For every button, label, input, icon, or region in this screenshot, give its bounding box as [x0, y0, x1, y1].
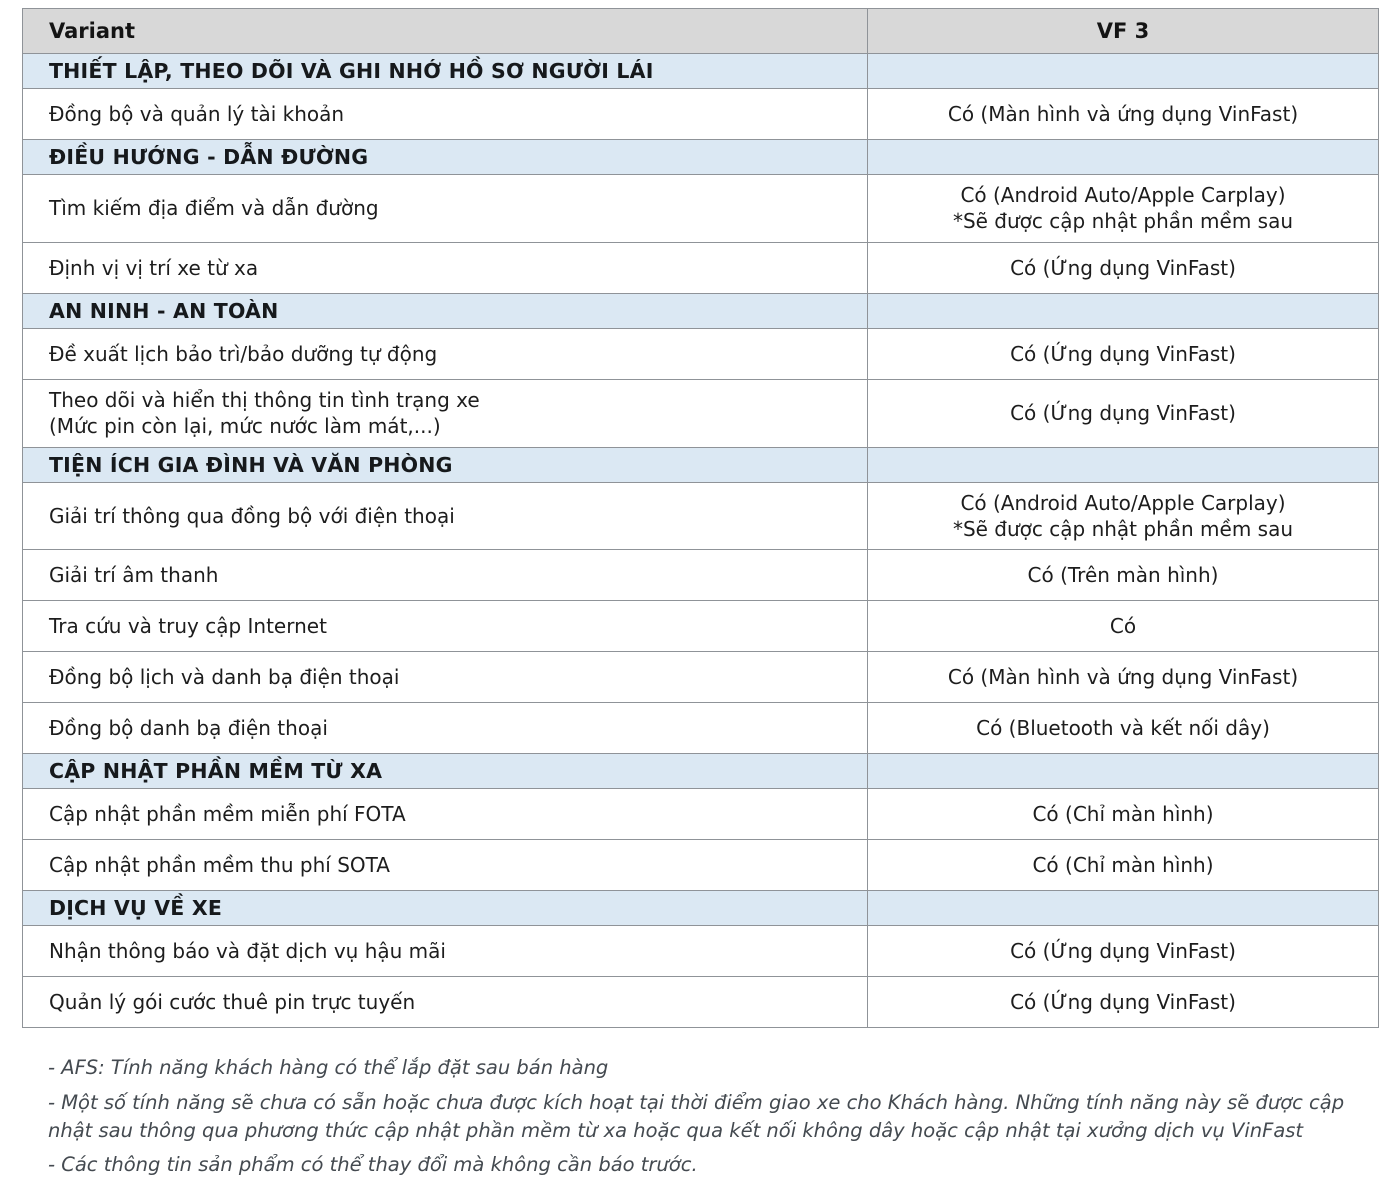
- feature-label-line: Đề xuất lịch bảo trì/bảo dưỡng tự động: [49, 341, 438, 366]
- feature-label-line: Cập nhật phần mềm miễn phí FOTA: [49, 802, 406, 827]
- feature-value: [868, 328, 1379, 379]
- feature-value: [868, 652, 1379, 703]
- feature-label: [23, 379, 868, 447]
- footnote-line: - AFS: Tính năng khách hàng có thể lắp đặt sau bán hàng: [48, 1056, 609, 1080]
- feature-value-line: Có (Trên màn hình): [1027, 563, 1219, 588]
- feature-label-line: Đồng bộ và quản lý tài khoản: [49, 101, 345, 126]
- feature-value: [868, 977, 1379, 1028]
- table-row: [23, 926, 1379, 977]
- table-header-row: [23, 9, 1379, 54]
- table-section-row: [23, 140, 1379, 175]
- feature-value: [868, 601, 1379, 652]
- section-value-empty: [868, 293, 1379, 328]
- table-row: [23, 652, 1379, 703]
- feature-value: [868, 379, 1379, 447]
- feature-value: [868, 550, 1379, 601]
- section-title: THIẾT LẬP, THEO DÕI VÀ GHI NHỚ HỒ SƠ NGƯỜI LÁI: [23, 54, 868, 89]
- section-value-empty: [868, 891, 1379, 926]
- feature-label-line: Tìm kiếm địa điểm và dẫn đường: [49, 196, 379, 221]
- column-header-model: VF 3: [868, 9, 1379, 54]
- table-header: [23, 9, 1379, 54]
- feature-value: [868, 242, 1379, 293]
- feature-value-line: Có (Ứng dụng VinFast): [1010, 400, 1236, 425]
- table-row: [23, 977, 1379, 1028]
- table-section-row: [23, 754, 1379, 789]
- feature-value: [868, 703, 1379, 754]
- table-row: [23, 482, 1379, 550]
- feature-label-line: Giải trí thông qua đồng bộ với điện thoại: [49, 503, 455, 528]
- section-value-empty: [868, 140, 1379, 175]
- table-body: [23, 54, 1379, 1028]
- table-row: [23, 379, 1379, 447]
- feature-value: [868, 926, 1379, 977]
- feature-value-line: *Sẽ được cập nhật phần mềm sau: [952, 516, 1294, 541]
- feature-label-line: Cập nhật phần mềm thu phí SOTA: [49, 853, 390, 878]
- feature-value-line: *Sẽ được cập nhật phần mềm sau: [952, 209, 1294, 234]
- feature-label: [23, 840, 868, 891]
- feature-value-line: Có (Chỉ màn hình): [1032, 853, 1214, 878]
- feature-value-line: Có (Ứng dụng VinFast): [1010, 990, 1236, 1015]
- feature-value: [868, 89, 1379, 140]
- footnote-line: - Một số tính năng sẽ chưa có sẵn hoặc chưa được kích hoạt tại thời điểm giao xe cho Khách hàng. Những tính năng này sẽ được cập nhật sau thông qua phương thức cập nhật phần mềm từ xa hoặc qua kết nối không dây hoặc cập nhật tại xưởng dịch vụ VinFast: [48, 1090, 1345, 1142]
- table-row: [23, 601, 1379, 652]
- feature-value-line: Có (Android Auto/Apple Carplay): [960, 183, 1286, 207]
- feature-value-line: Có (Android Auto/Apple Carplay): [960, 490, 1286, 515]
- table-row: [23, 175, 1379, 243]
- feature-label-line: Tra cứu và truy cập Internet: [49, 614, 327, 639]
- section-title: AN NINH - AN TOÀN: [23, 293, 868, 328]
- feature-value-line: Có (Màn hình và ứng dụng VinFast): [947, 665, 1299, 690]
- section-title: CẬP NHẬT PHẦN MỀM TỪ XA: [23, 754, 868, 789]
- feature-label: [23, 926, 868, 977]
- section-title: TIỆN ÍCH GIA ĐÌNH VÀ VĂN PHÒNG: [23, 447, 868, 482]
- table-row: [23, 328, 1379, 379]
- table-row: [23, 242, 1379, 293]
- column-header-variant: Variant: [23, 9, 868, 54]
- table-section-row: [23, 54, 1379, 89]
- feature-label: [23, 482, 868, 550]
- table-section-row: [23, 447, 1379, 482]
- footnotes: [22, 1054, 1378, 1179]
- feature-label-line: Đồng bộ lịch và danh bạ điện thoại: [49, 665, 400, 690]
- table-row: [23, 703, 1379, 754]
- feature-label: [23, 89, 868, 140]
- feature-label: [23, 175, 868, 243]
- table-row: [23, 89, 1379, 140]
- feature-value-line: Có: [1109, 614, 1137, 639]
- feature-label: [23, 328, 868, 379]
- feature-label-line: Nhận thông báo và đặt dịch vụ hậu mãi: [49, 939, 446, 964]
- feature-label-line: Giải trí âm thanh: [49, 563, 219, 588]
- feature-label: [23, 703, 868, 754]
- feature-value: [868, 482, 1379, 550]
- feature-label-line: Theo dõi và hiển thị thông tin tình trạng xe: [49, 387, 480, 412]
- section-value-empty: [868, 754, 1379, 789]
- feature-value-line: Có (Ứng dụng VinFast): [1010, 939, 1236, 964]
- feature-label: [23, 652, 868, 703]
- table-row: [23, 789, 1379, 840]
- feature-label-line: Định vị vị trí xe từ xa: [49, 255, 259, 280]
- feature-value: [868, 175, 1379, 243]
- section-title: DỊCH VỤ VỀ XE: [23, 891, 868, 926]
- feature-label: [23, 550, 868, 601]
- feature-value: [868, 789, 1379, 840]
- feature-label: [23, 601, 868, 652]
- feature-value-line: Có (Bluetooth và kết nối dây): [976, 716, 1270, 741]
- table-section-row: [23, 293, 1379, 328]
- feature-label: [23, 242, 868, 293]
- feature-label: [23, 789, 868, 840]
- feature-label: [23, 977, 868, 1028]
- footnote-line: - Các thông tin sản phẩm có thể thay đổi mà không cần báo trước.: [48, 1153, 698, 1177]
- feature-label-line: (Mức pin còn lại, mức nước làm mát,...): [49, 414, 441, 439]
- feature-value-line: Có (Ứng dụng VinFast): [1010, 255, 1236, 280]
- feature-value-line: Có (Màn hình và ứng dụng VinFast): [947, 101, 1299, 126]
- table-row: [23, 550, 1379, 601]
- feature-value-line: Có (Ứng dụng VinFast): [1010, 341, 1236, 366]
- table-row: [23, 840, 1379, 891]
- section-value-empty: [868, 54, 1379, 89]
- feature-comparison-table: [22, 8, 1379, 1028]
- section-value-empty: [868, 447, 1379, 482]
- feature-value: [868, 840, 1379, 891]
- table-section-row: [23, 891, 1379, 926]
- feature-value-line: Có (Chỉ màn hình): [1032, 802, 1214, 827]
- section-title: ĐIỀU HƯỚNG - DẪN ĐƯỜNG: [23, 140, 868, 175]
- feature-label-line: Quản lý gói cước thuê pin trực tuyến: [49, 990, 416, 1015]
- feature-label-line: Đồng bộ danh bạ điện thoại: [49, 716, 328, 741]
